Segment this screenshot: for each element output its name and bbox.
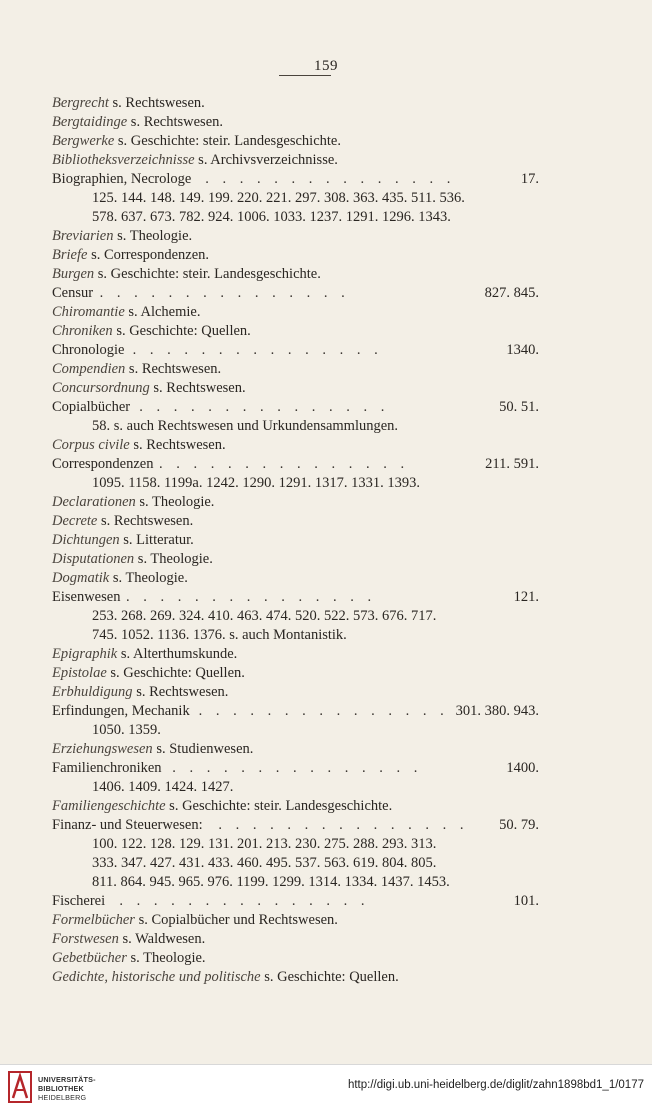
index-entry: [52, 493, 214, 512]
entry-term: Erziehungswesen: [52, 741, 153, 757]
entry-continuation: 125. 144. 148. 149. 199. 220. 221. 297. 308. 363. 435. 511. 536.: [92, 190, 465, 206]
entry-reference: s. Geschichte: steir. Landesgeschichte.: [97, 266, 321, 282]
entry-label: Erfindungen, Mechanik: [52, 703, 190, 719]
entry-term: Corpus civile: [52, 437, 130, 453]
index-entry: [52, 436, 226, 455]
entry-term: Familiengeschichte: [52, 798, 166, 814]
entry-page-numbers: 827. 845.: [484, 285, 539, 301]
entry-term: Bibliotheksverzeichnisse: [52, 152, 195, 168]
entry-page-numbers: 121.: [513, 589, 539, 605]
entry-reference: s. Theologie.: [130, 950, 206, 966]
entry-reference: s. Geschichte: Quellen.: [110, 665, 245, 681]
entry-reference: s. Litteratur.: [123, 532, 194, 548]
library-name-line3: HEIDELBERG: [38, 1093, 87, 1102]
entry-label: Familienchroniken: [52, 760, 162, 776]
index-entry: [52, 949, 206, 968]
index-entry: [52, 740, 253, 759]
leader-dots: . . . . . . . . . . . . . . .: [126, 589, 377, 605]
entry-reference: s. Rechtswesen.: [128, 361, 222, 377]
entry-page-numbers: 1340.: [506, 342, 539, 358]
entry-reference: s. Rechtswesen.: [133, 437, 226, 453]
entry-term: Compendien: [52, 361, 126, 377]
entry-continuation: 333. 347. 427. 431. 433. 460. 495. 537. 563. 619. 804. 805.: [92, 855, 437, 871]
entry-reference: s. Geschichte: Quellen.: [264, 969, 399, 985]
entry-page-numbers: 1400.: [506, 760, 539, 776]
entry-reference: s. Theologie.: [137, 551, 213, 567]
source-url-link[interactable]: http://digi.ub.uni-heidelberg.de/diglit/zahn1898bd1_1/0177: [347, 1079, 644, 1091]
index-entry: [52, 379, 246, 398]
entry-term: Chiromantie: [52, 304, 125, 320]
entry-term: Erbhuldigung: [52, 684, 133, 700]
library-name-line1: UNIVERSITÄTS-: [38, 1075, 96, 1084]
entry-label: Eisenwesen: [52, 589, 121, 605]
entry-term: Concursordnung: [52, 380, 150, 396]
entry-reference: s. Rechtswesen.: [136, 684, 229, 700]
entry-page-numbers: 301. 380. 943.: [455, 703, 539, 719]
entry-page-numbers: 211. 591.: [485, 456, 539, 472]
leader-dots: . . . . . . . . . . . . . . .: [218, 817, 469, 833]
leader-dots: . . . . . . . . . . . . . . .: [205, 171, 456, 187]
index-entry: [52, 531, 194, 550]
entry-reference: s. Copialbücher und Rechtswesen.: [138, 912, 338, 928]
entry-term: Formelbücher: [52, 912, 135, 928]
index-entry: [52, 322, 251, 341]
index-entry: [52, 303, 201, 322]
leader-dots: . . . . . . . . . . . . . . .: [99, 285, 350, 301]
entry-term: Forstwesen: [52, 931, 119, 947]
entry-continuation: 100. 122. 128. 129. 131. 201. 213. 230. 275. 288. 293. 313.: [92, 836, 437, 852]
entry-term: Bergtaidinge: [52, 114, 128, 130]
leader-dots: . . . . . . . . . . . . . . .: [119, 893, 370, 909]
entry-label: Censur: [52, 285, 94, 301]
entry-reference: s. Archivsverzeichnisse.: [198, 152, 338, 168]
entry-reference: s. Rechtswesen.: [130, 114, 224, 130]
leader-dots: . . . . . . . . . . . . . . .: [139, 399, 390, 415]
entry-term: Gebetbücher: [52, 950, 127, 966]
entry-label: Biographien, Necrologe: [52, 171, 192, 187]
entry-reference: s. Waldwesen.: [122, 931, 206, 947]
index-entry: [52, 94, 205, 113]
entry-term: Dogmatik: [52, 570, 110, 586]
entry-reference: s. Theologie.: [139, 494, 215, 510]
entry-reference: s. Rechtswesen.: [153, 380, 246, 396]
page-number-rule: [279, 75, 331, 76]
index-entry: [52, 569, 188, 588]
entry-term: Chroniken: [52, 323, 113, 339]
entry-label: Fischerei: [52, 893, 106, 909]
leader-dots: . . . . . . . . . . . . . . .: [159, 456, 410, 472]
index-entry: [52, 550, 213, 569]
entry-label: Copialbücher: [52, 399, 131, 415]
index-entry: [52, 360, 221, 379]
entry-term: Dichtungen: [52, 532, 120, 548]
entry-reference: s. Geschichte: steir. Landesgeschichte.: [169, 798, 393, 814]
entry-continuation: 1406. 1409. 1424. 1427.: [92, 779, 234, 795]
entry-term: Decrete: [52, 513, 98, 529]
entry-term: Disputationen: [52, 551, 135, 567]
index-entry: [52, 512, 193, 531]
index-entry: [52, 151, 338, 170]
entry-continuation: 811. 864. 945. 965. 976. 1199. 1299. 1314. 1334. 1437. 1453.: [92, 874, 450, 890]
index-entry: [52, 246, 209, 265]
entry-reference: s. Alterthumskunde.: [120, 646, 238, 662]
entry-continuation: 58. s. auch Rechtswesen und Urkundensammlungen.: [92, 418, 399, 434]
entry-term: Declarationen: [52, 494, 136, 510]
entry-reference: s. Studienwesen.: [156, 741, 254, 757]
index-entry: [52, 227, 192, 246]
index-entry: [52, 645, 237, 664]
entry-continuation: 745. 1052. 1136. 1376. s. auch Montanistik.: [92, 627, 347, 643]
leader-dots: . . . . . . . . . . . . . . .: [198, 703, 449, 719]
entry-page-numbers: 50. 51.: [499, 399, 539, 415]
library-logo-icon: [8, 1070, 32, 1104]
entry-continuation: 1095. 1158. 1199a. 1242. 1290. 1291. 1317. 1331. 1393.: [92, 475, 420, 491]
entry-label: Finanz- und Steuerwesen:: [52, 817, 203, 833]
index-entry: [52, 797, 392, 816]
index-entry: [52, 911, 338, 930]
entry-reference: s. Geschichte: Quellen.: [116, 323, 251, 339]
entry-term: Epigraphik: [52, 646, 118, 662]
entry-reference: s. Rechtswesen.: [100, 513, 194, 529]
page-number: 159: [314, 58, 338, 74]
index-entry: [52, 683, 228, 702]
entry-term: Bergwerke: [52, 133, 115, 149]
entry-reference: s. Geschichte: steir. Landesgeschichte.: [117, 133, 341, 149]
entry-reference: s. Alchemie.: [128, 304, 201, 320]
leader-dots: . . . . . . . . . . . . . . .: [172, 760, 423, 776]
entry-page-numbers: 17.: [520, 171, 539, 187]
entry-term: Bergrecht: [52, 95, 109, 111]
entry-term: Breviarien: [52, 228, 114, 244]
entry-reference: s. Rechtswesen.: [112, 95, 205, 111]
entry-reference: s. Theologie.: [112, 570, 188, 586]
entry-page-numbers: 50. 79.: [499, 817, 539, 833]
entry-reference: s. Correspondenzen.: [91, 247, 210, 263]
entry-page-numbers: 101.: [513, 893, 539, 909]
index-entry: [52, 132, 341, 151]
index-entry: [52, 664, 245, 683]
entry-continuation: 253. 268. 269. 324. 410. 463. 474. 520. 522. 573. 676. 717.: [92, 608, 437, 624]
entry-term: Briefe: [52, 247, 88, 263]
leader-dots: . . . . . . . . . . . . . . .: [132, 342, 383, 358]
index-entry: [52, 113, 223, 132]
index-entry: [52, 265, 321, 284]
entry-term: Burgen: [52, 266, 95, 282]
index-entry: [52, 968, 399, 987]
index-entry: [52, 930, 205, 949]
entry-term: Gedichte, historische und politische: [52, 969, 261, 985]
entry-continuation: 578. 637. 673. 782. 924. 1006. 1033. 1237. 1291. 1296. 1343.: [92, 209, 451, 225]
entry-label: Correspondenzen: [52, 456, 154, 472]
entry-continuation: 1050. 1359.: [92, 722, 161, 738]
entry-reference: s. Theologie.: [117, 228, 193, 244]
entry-term: Epistolae: [52, 665, 107, 681]
entry-label: Chronologie: [52, 342, 125, 358]
library-name-line2: BIBLIOTHEK: [38, 1084, 84, 1093]
